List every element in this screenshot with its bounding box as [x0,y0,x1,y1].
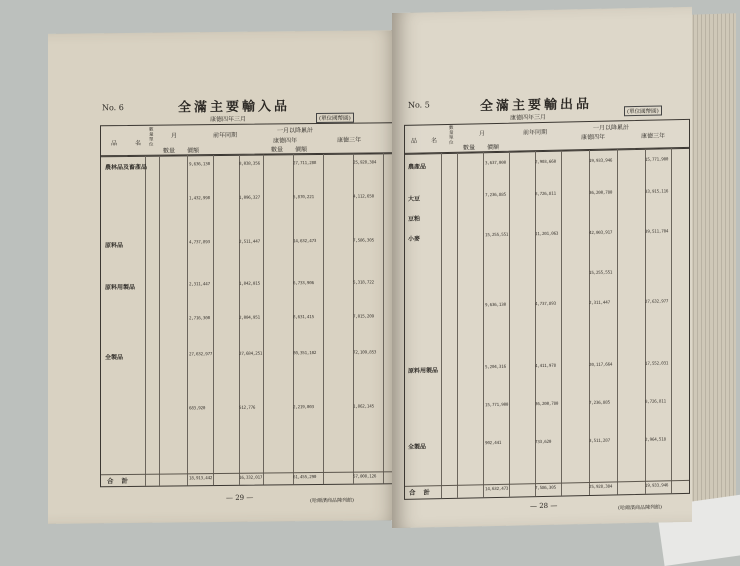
page-number: — 28 — [530,501,558,511]
figure: 4,737,893 [189,239,210,245]
figure: 5,318,722 [353,279,374,285]
figure: 72,109,853 [353,349,377,355]
figure: 2,964,518 [645,436,666,442]
category-label: 農產品 [408,163,427,171]
figure: 1,096,327 [239,194,260,200]
figure: 80,351,102 [293,350,317,356]
figure: 9,636,130 [189,161,210,167]
category-label: 原料品 [105,242,124,250]
figure: 2,903,660 [535,158,556,165]
figure: 25,928,384 [589,483,613,490]
figure: 14,632,473 [293,238,317,244]
figure: 19,933,946 [645,482,669,488]
figure: 27,711,288 [293,160,317,166]
figure: 902,441 [485,439,502,446]
category-label: 農林品及畜產品 [105,163,148,172]
right-page [392,7,692,528]
header-value: 價額 [487,143,500,152]
figure: 2,311,447 [189,281,210,287]
figure: 7,586,305 [353,237,374,243]
figure: 5,870,221 [293,194,314,200]
category-label: 全製品 [105,354,124,362]
page-edges [690,13,736,515]
figure: 15,771,900 [645,156,669,162]
header-prev-year: 前年同期 [523,128,548,137]
figure: 36,200,780 [589,189,613,196]
figure: 17,552,031 [645,360,669,366]
figure: 18,913,442 [189,475,213,481]
figure: 6,733,906 [293,280,314,286]
page-number: — 29 — [226,493,254,502]
figure: 1,842,015 [239,280,260,286]
table-number: No. 6 [102,103,124,113]
header-year-3: 康德三年 [337,136,362,144]
figure: 1,862,145 [353,403,374,409]
header-name: 名 [431,137,438,145]
header-unit: 數量單位 [149,127,154,148]
data-table [100,152,398,487]
page-title: 全滿主要輸出品 [480,96,593,115]
figure: 3,637,000 [485,159,506,166]
header-item: 品 [111,140,118,148]
page-subtitle: 康德四年三月 [210,115,247,124]
table-number: No. 5 [408,100,430,110]
figure: 2,311,447 [589,299,610,306]
figure: 3,511,287 [589,437,610,444]
unit-note: (單位國幣圓) [624,105,662,116]
figure: 33,915,116 [645,188,669,194]
figure: 61,455,290 [293,474,317,480]
category-label: 小麥 [408,235,421,243]
figure: 8,726,811 [535,190,556,197]
figure: 1,432,998 [189,195,210,201]
category-label: 豆粕 [408,215,421,223]
header-value: 價額 [187,147,200,155]
figure: 25,928,384 [353,159,377,165]
figure: 15,255,551 [589,269,613,276]
total-label: 合計 [409,488,438,497]
data-table [404,147,690,500]
figure: 8,038,356 [239,160,260,166]
figure: 8,631,415 [293,314,314,320]
figure: 20,117,664 [589,361,613,368]
figure: 39,511,704 [645,228,669,234]
figure: 16,332,017 [239,474,263,480]
header-year-4: 康德四年 [581,133,606,142]
figure: 7,015,209 [353,313,374,319]
unit-note: (單位國幣圓) [316,113,354,123]
category-label: 原料用製品 [408,367,439,375]
figure: 27,684,251 [239,350,263,356]
header-cumulative: 一月以降累計 [277,127,314,135]
figure: 19,933,946 [589,157,613,164]
publisher-note: (哈爾濱商品陳列館) [618,504,662,512]
header-qty-2: 數量 [271,146,284,154]
figure: 11,201,063 [535,230,559,237]
header-month: 月 [479,130,486,138]
figure: 4,411,978 [535,362,556,369]
figure: 7,236,885 [485,191,506,198]
category-label: 原料用製品 [105,283,136,292]
header-qty: 數量 [163,147,176,155]
figure: 27,632,977 [189,351,213,357]
figure: 7,236,885 [589,399,610,406]
publisher-note: (哈爾濱商品陳列館) [310,497,354,505]
figure: 2,004,951 [239,314,260,320]
header-year-4: 康德四年 [273,137,298,145]
header-name: 名 [135,139,142,147]
header-cumulative: 一月以降累計 [593,124,630,132]
figure: 2,511,447 [239,238,260,244]
header-qty: 數量 [463,144,476,152]
figure: 14,632,473 [485,485,509,492]
figure: 2,219,003 [293,404,314,410]
figure: 512,776 [239,404,256,410]
figure: 8,726,811 [645,398,666,404]
header-value-2: 價額 [295,146,308,154]
figure: 4,112,650 [353,193,374,199]
figure: 7,586,305 [535,484,556,491]
figure: 15,255,551 [485,231,509,238]
figure: 27,632,977 [645,298,669,304]
left-page [48,30,400,524]
category-label: 大豆 [408,195,421,203]
figure: 36,200,780 [535,400,559,407]
figure: 4,737,893 [535,300,556,307]
header-prev-year: 前年同期 [213,131,238,140]
header-year-3: 康德三年 [641,132,666,140]
header-unit: 數量單位 [449,125,454,146]
category-label: 全製品 [408,443,427,451]
figure: 683,920 [189,405,206,411]
figure: 733,620 [535,438,552,445]
total-label: 合計 [107,476,136,486]
figure: 9,636,130 [485,301,506,308]
page-subtitle: 康德四年三月 [510,113,547,122]
figure: 57,008,126 [353,473,377,479]
header-item: 品 [411,137,418,145]
figure: 2,716,300 [189,315,210,321]
header-month: 月 [171,132,178,140]
page-title: 全滿主要輸入品 [178,99,291,116]
figure: 5,204,316 [485,363,506,370]
figure: 15,771,900 [485,401,509,408]
figure: 42,003,917 [589,229,613,236]
